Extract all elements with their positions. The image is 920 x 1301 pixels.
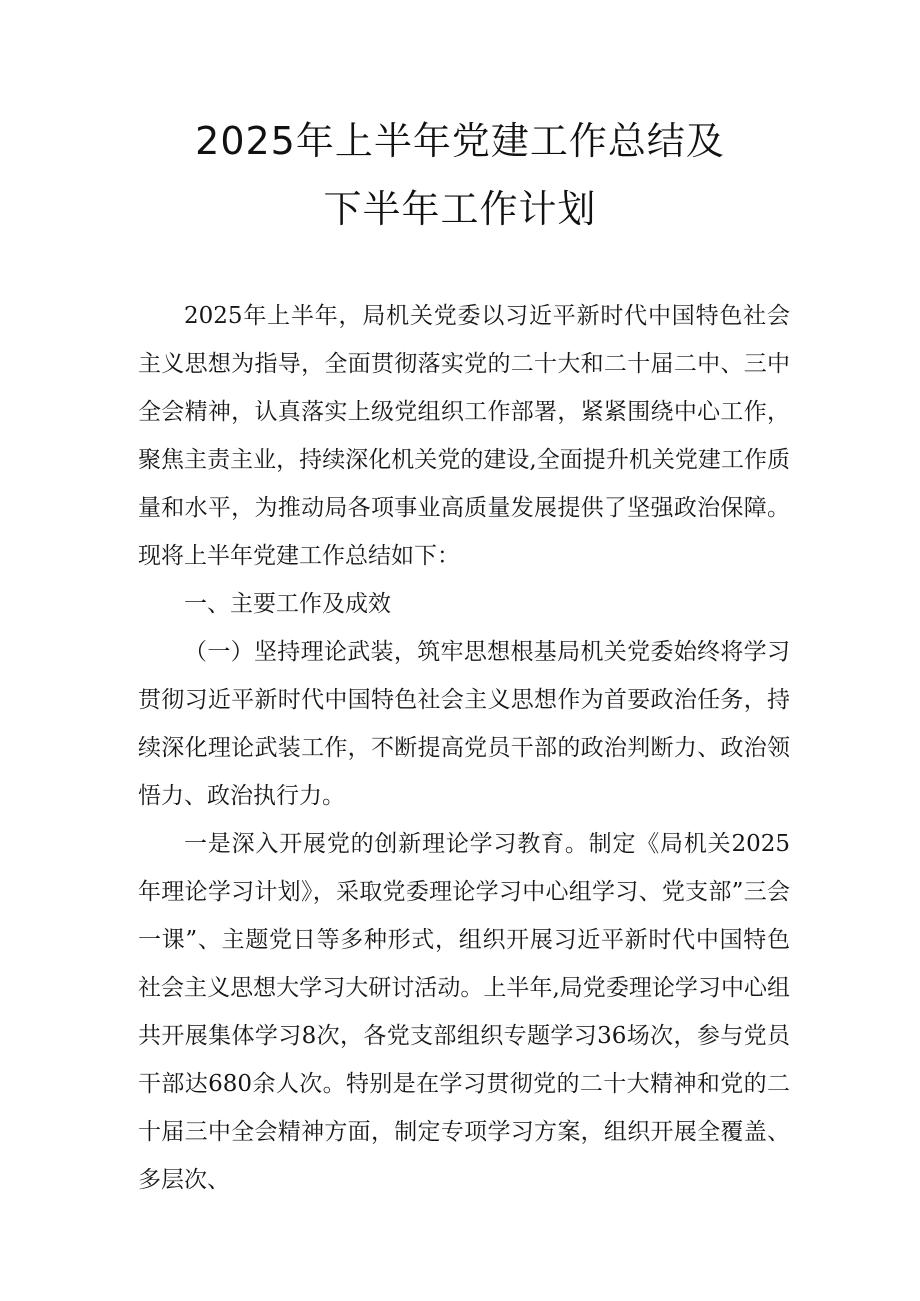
item-one-paragraph: 一是深入开展党的创新理论学习教育。制定《局机关2025年理论学习计划》，采取党委理论学习中心组学习、党支部”三会一课”、主题党日等多种形式，组织开展习近平新时代中国特色社会主义思想大学习大研讨活动。上半年,局党委理论学习中心组共开展集体学习8次，各党支部组织专题学习36场次，参与党员干部达680余人次。特别是在学习贯彻党的二十大精神和党的二十届三中全会精神方面，制定专项学习方案，组织开展全覆盖、多层次、 — [138, 831, 790, 1193]
intro-paragraph: 2025年上半年，局机关党委以习近平新时代中国特色社会主义思想为指导，全面贯彻落实党的二十大和二十届二中、三中全会精神，认真落实上级党组织工作部署，紧紧围绕中心工作，聚焦主责主业，持续深化机关党的建设,全面提升机关党建工作质量和水平，为推动局各项事业高质量发展提供了坚强政治保障。现将上半年党建工作总结如下： — [138, 303, 790, 569]
document-title-line-1: 2025年上半年党建工作总结及 — [195, 119, 725, 163]
document-title-line-2: 下半年工作计划 — [323, 187, 597, 231]
document-body — [138, 292, 790, 1204]
section-heading-main-work: 一、主要工作及成效 — [184, 591, 391, 617]
subsection-theory-paragraph: （一）坚持理论武装，筑牢思想根基局机关党委始终将学习贯彻习近平新时代中国特色社会主义思想作为首要政治任务，持续深化理论武装工作，不断提高党员干部的政治判断力、政治领悟力、政治执行力。 — [138, 639, 790, 809]
